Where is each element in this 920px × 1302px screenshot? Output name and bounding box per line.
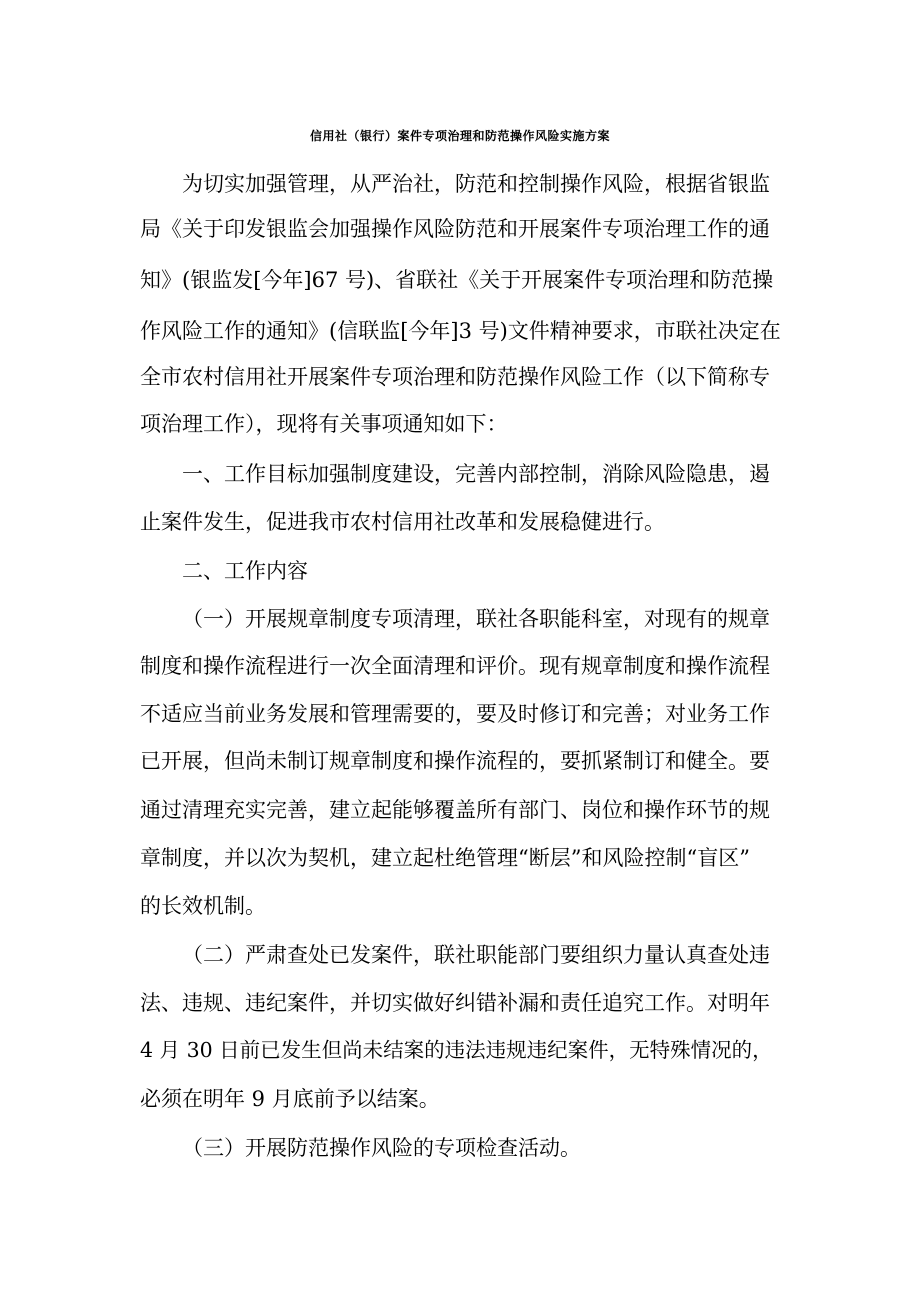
body-line: 局《关于印发银监会加强操作风险防范和开展案件专项治理工作的通 — [140, 217, 770, 241]
body-line: 必须在明年 9 月底前予以结案。 — [140, 1087, 440, 1111]
body-line: 一、工作目标加强制度建设，完善内部控制，消除风险隐患，遏 — [182, 462, 770, 486]
body-line: 止案件发生，促进我市农村信用社改革和发展稳健进行。 — [140, 510, 665, 534]
section-heading: 二、工作内容 — [182, 559, 308, 583]
body-line: 4 月 30 日前已发生但尚未结案的违法违规违纪案件，无特殊情况的， — [140, 1038, 773, 1062]
body-line: 项治理工作），现将有关事项通知如下： — [140, 412, 508, 436]
body-line: 为切实加强管理，从严治社，防范和控制操作风险，根据省银监 — [182, 172, 770, 196]
body-line: （三）开展防范操作风险的专项检查活动。 — [182, 1136, 581, 1160]
body-line: 的长效机制。 — [140, 894, 266, 918]
body-line: 已开展，但尚未制订规章制度和操作流程的，要抓紧制订和健全。要 — [140, 749, 770, 773]
body-line: 知》(银监发[今年]67 号)、省联社《关于开展案件专项治理和防范操 — [140, 268, 774, 292]
body-line: 全市农村信用社开展案件专项治理和防范操作风险工作（以下简称专 — [140, 365, 770, 389]
body-line: （二）严肃查处已发案件，联社职能部门要组织力量认真查处违 — [182, 943, 770, 967]
document-title: 信用社（银行）案件专项治理和防范操作风险实施方案 — [309, 129, 610, 143]
body-line: （一）开展规章制度专项清理，联社各职能科室，对现有的规章 — [182, 607, 770, 631]
body-line: 制度和操作流程进行一次全面清理和评价。现有规章制度和操作流程 — [140, 654, 770, 678]
body-line: 通过清理充实完善，建立起能够覆盖所有部门、岗位和操作环节的规 — [140, 798, 770, 822]
body-line: 章制度，并以次为契机，建立起杜绝管理“断层”和风险控制“盲区” — [140, 846, 750, 870]
body-line: 不适应当前业务发展和管理需要的，要及时修订和完善；对业务工作 — [140, 702, 770, 726]
body-line: 作风险工作的通知》(信联监[今年]3 号)文件精神要求，市联社决定在 — [140, 319, 781, 343]
body-line: 法、违规、违纪案件，并切实做好纠错补漏和责任追究工作。对明年 — [140, 991, 770, 1015]
